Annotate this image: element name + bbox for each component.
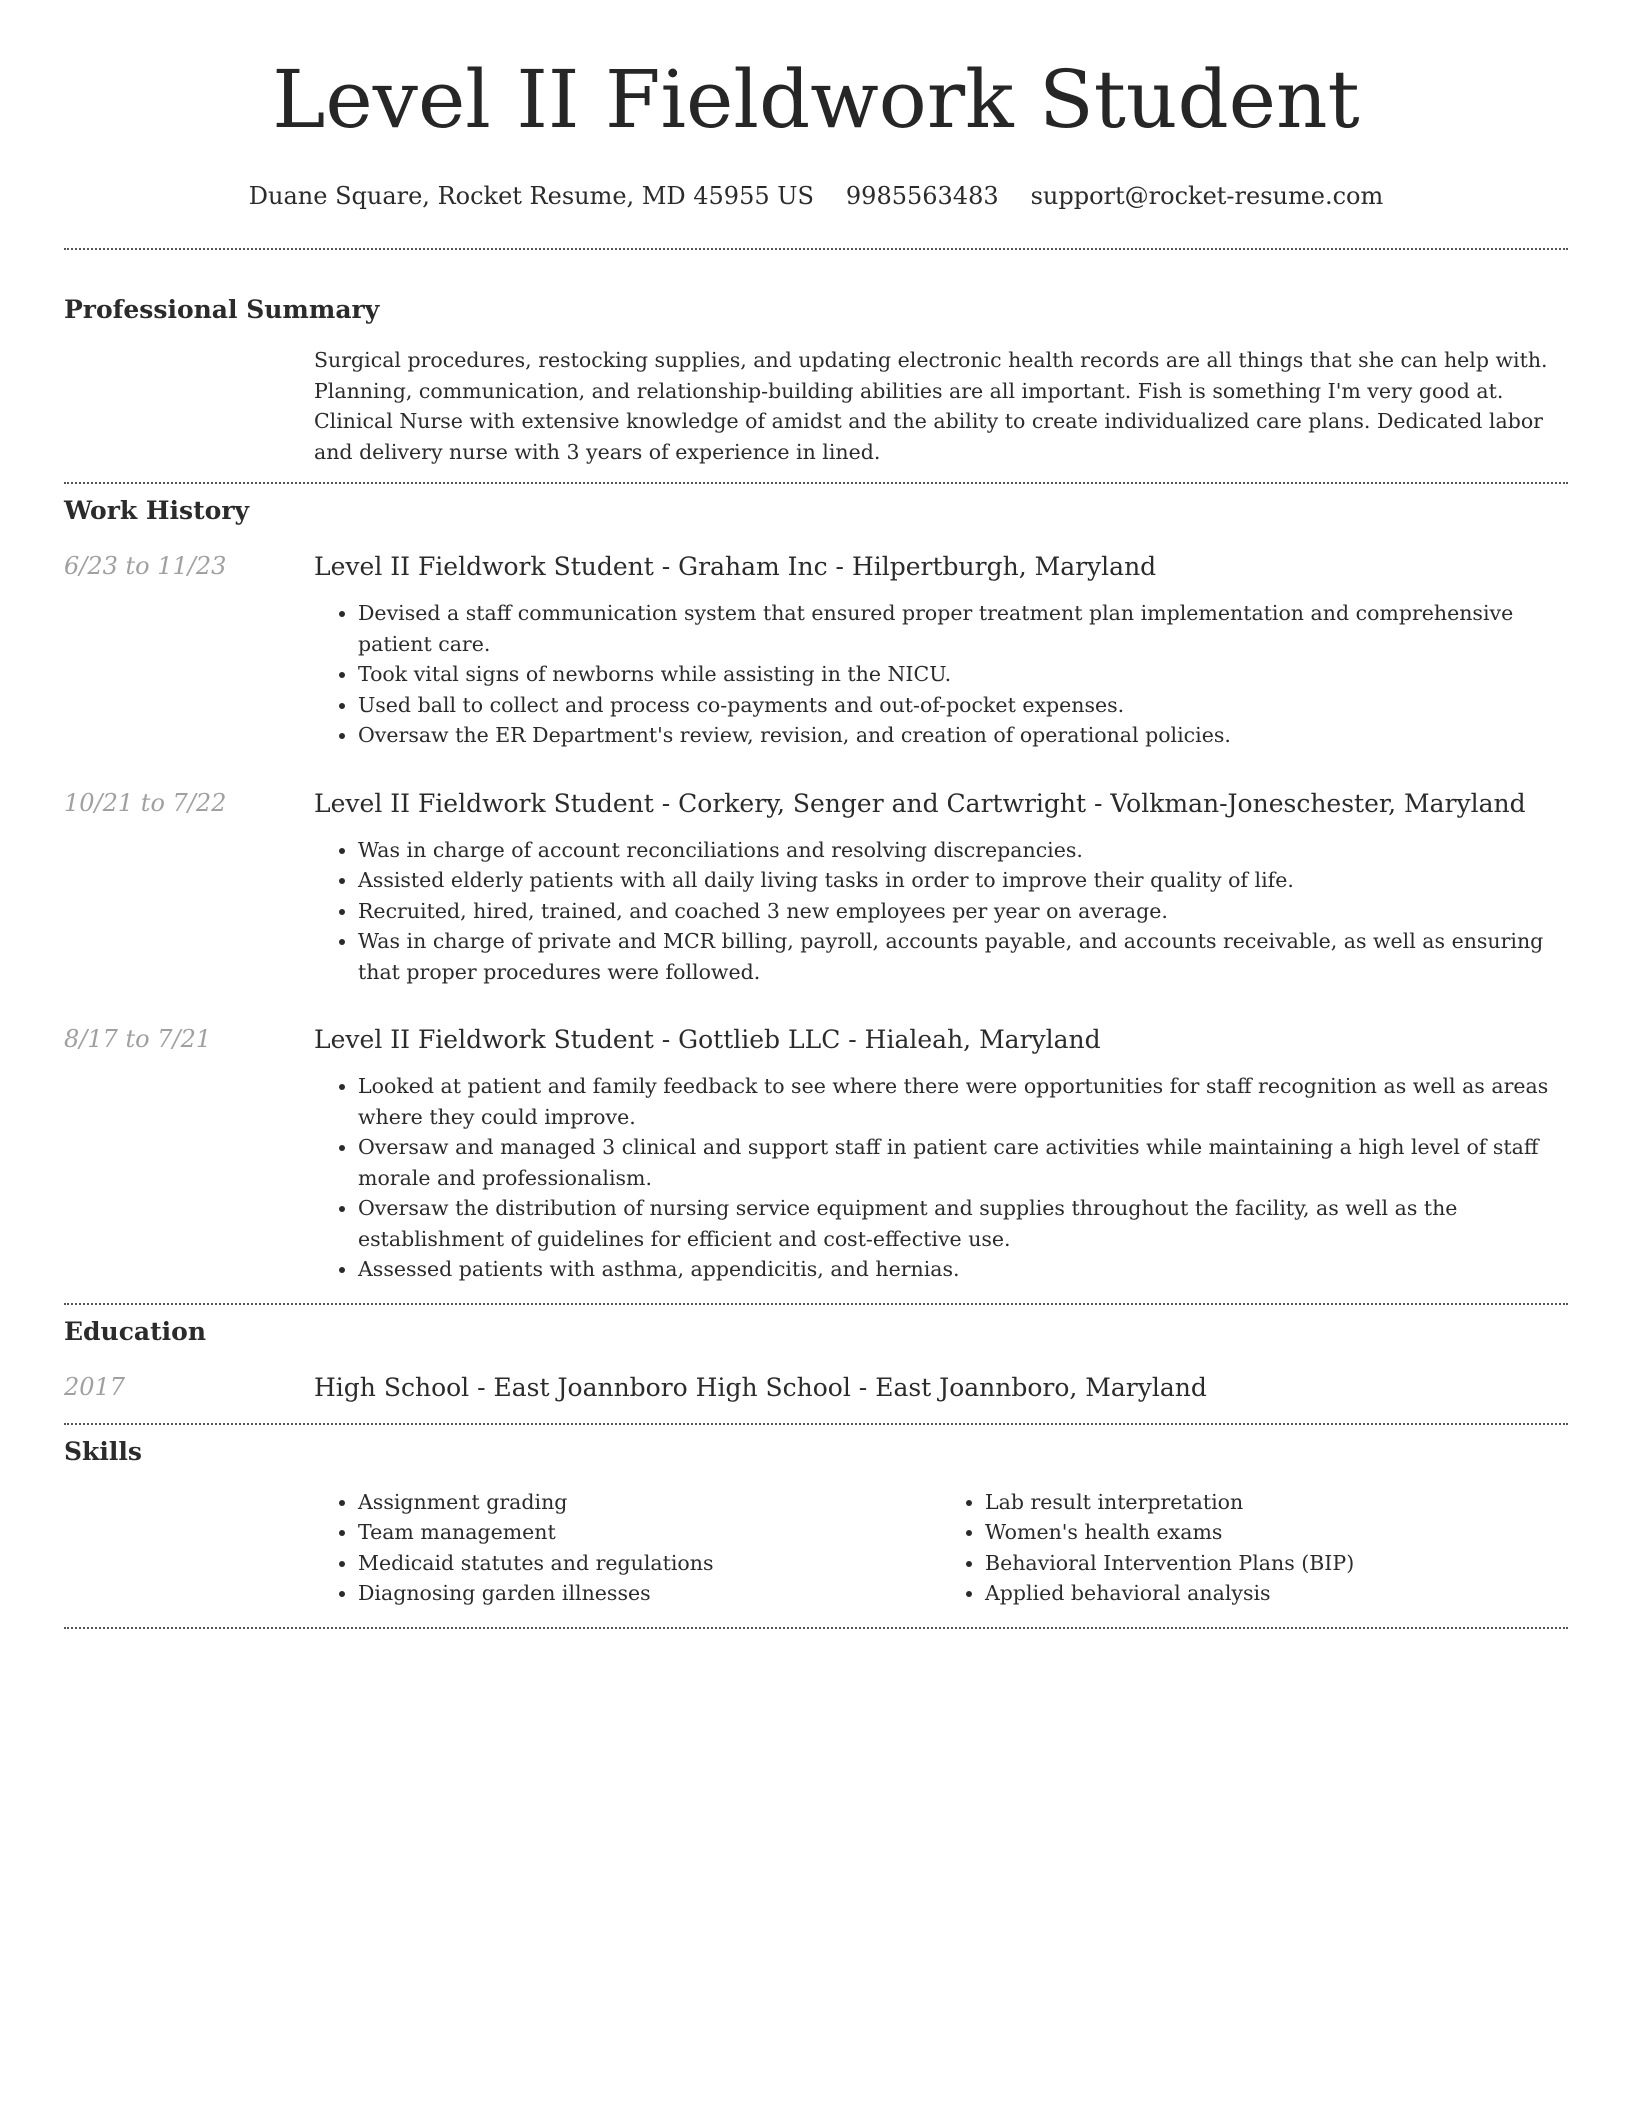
list-item: • Oversaw the distribution of nursing service equipment and supplies throughout the facility, as well as the establishment of guidelines for efficient and cost-effective use. (358, 1193, 1568, 1254)
list-item: • Was in charge of account reconciliations and resolving discrepancies. (358, 835, 1568, 866)
education-entry (64, 1371, 1568, 1405)
list-item: • Oversaw and managed 3 clinical and support staff in patient care activities while maintaining a high level of staff morale and professionalism. (358, 1132, 1568, 1193)
summary-text: Surgical procedures, restocking supplies, and updating electronic health records are all things that she can help with. Planning, communication, and relationship-building abilities are all important. Fish is something I'm very good at. Clinical Nurse with extensive knowledge of amidst and the ability to create individualized care plans. Dedicated labor and delivery nurse with 3 years of experience in lined. (314, 348, 1548, 464)
list-item: • Applied behavioral analysis (985, 1578, 1568, 1609)
list-item: • Was in charge of private and MCR billing, payroll, accounts payable, and accounts receivable, as well as ensuring that proper procedures were followed. (358, 926, 1568, 987)
job-dates: 10/21 to 7/22 (64, 788, 227, 817)
contact-phone: 9985563483 (845, 182, 999, 210)
list-item: • Used ball to collect and process co-payments and out-of-pocket expenses. (358, 690, 1568, 721)
list-item: • Diagnosing garden illnesses (358, 1578, 941, 1609)
contact-email: support@rocket-resume.com (1030, 182, 1384, 210)
job-title: Level II Fieldwork Student - Corkery, Senger and Cartwright - Volkman-Joneschester, Maryland (314, 788, 1526, 818)
skills-grid (314, 1487, 1568, 1609)
list-item: • Lab result interpretation (985, 1487, 1568, 1518)
contact-address: Duane Square, Rocket Resume, MD 45955 US (248, 182, 814, 210)
list-item: • Oversaw the ER Department's review, revision, and creation of operational policies. (358, 720, 1568, 751)
list-item: • Took vital signs of newborns while assisting in the NICU. (358, 659, 1568, 690)
list-item: • Behavioral Intervention Plans (BIP) (985, 1548, 1568, 1579)
contact-line (64, 180, 1568, 212)
job-entry (64, 1023, 1568, 1285)
job-bullets (314, 835, 1568, 988)
skills-list-right (941, 1487, 1568, 1609)
work-history-heading: Work History (64, 496, 250, 525)
list-item: • Assignment grading (358, 1487, 941, 1518)
skills-heading: Skills (64, 1436, 142, 1466)
list-item: • Team management (358, 1517, 941, 1548)
list-item: • Devised a staff communication system that ensured proper treatment plan implementation and comprehensive patient care. (358, 598, 1568, 659)
job-bullets (314, 598, 1568, 751)
education-heading: Education (64, 1316, 207, 1346)
list-item: • Recruited, hired, trained, and coached 3 new employees per year on average. (358, 896, 1568, 927)
section-divider (64, 1627, 1568, 1629)
summary-section (64, 250, 1568, 467)
list-item: • Assisted elderly patients with all daily living tasks in order to improve their quality of life. (358, 865, 1568, 896)
job-dates: 8/17 to 7/21 (64, 1025, 212, 1053)
page-title: Level II Fieldwork Student (272, 53, 1360, 146)
work-history-section (64, 484, 1568, 1285)
list-item: • Assessed patients with asthma, appendicitis, and hernias. (358, 1254, 1568, 1285)
list-item: • Women's health exams (985, 1517, 1568, 1548)
job-entry (64, 550, 1568, 751)
summary-heading: Professional Summary (64, 295, 380, 324)
summary-spacer (64, 327, 314, 467)
list-item: • Looked at patient and family feedback to see where there were opportunities for staff recognition as well as areas where they could improve. (358, 1071, 1568, 1132)
education-title: High School - East Joannboro High School - East Joannboro, Maryland (314, 1372, 1207, 1402)
job-bullets (314, 1071, 1568, 1285)
list-item: • Medicaid statutes and regulations (358, 1548, 941, 1579)
job-dates: 6/23 to 11/23 (64, 552, 227, 580)
skills-list-left (314, 1487, 941, 1609)
job-entry (64, 787, 1568, 988)
skills-section (64, 1425, 1568, 1609)
education-section (64, 1305, 1568, 1405)
job-title: Level II Fieldwork Student - Graham Inc - Hilpertburgh, Maryland (314, 552, 1157, 581)
education-year: 2017 (64, 1372, 126, 1401)
job-title: Level II Fieldwork Student - Gottlieb LLC - Hialeah, Maryland (314, 1025, 1101, 1054)
skills-spacer (64, 1487, 314, 1609)
